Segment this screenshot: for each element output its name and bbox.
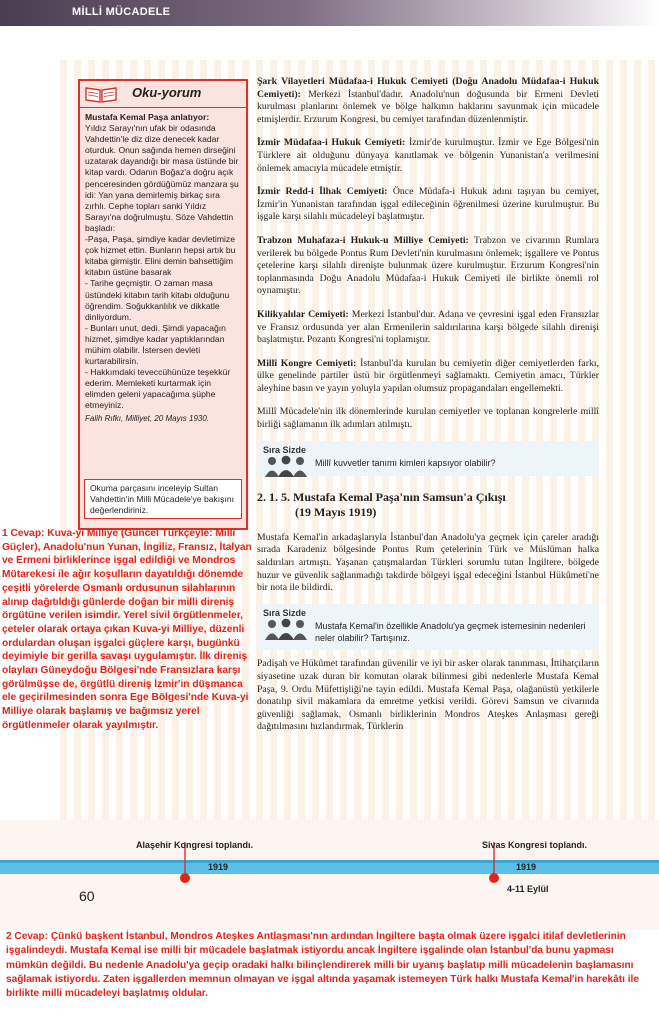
reading-box bbox=[78, 79, 248, 530]
reading-title: Oku-yorum bbox=[132, 85, 202, 100]
samsun-paragraph-1: Mustafa Kemal'in arkadaşlarıyla İstanbul'dan Anadolu'ya geçmek için çareler aradığı sırada Karadeniz bölgesinde Pontus Rum çetelerinin Türk ve Müslüman halka saldırıları artmıştı. Yaşanan çatışmalardan Türkleri sorumlu tutan İngiltere, bölgede huzur ve güvenlik sağlanmadığı takdirde bölgeyi işgal edeceğini İstanbul Hükûmeti'ne bir nota ile bildirdi. bbox=[257, 531, 599, 594]
society-entry bbox=[257, 137, 599, 175]
section-heading: 2. 1. 5. Mustafa Kemal Paşa'nın Samsun'a Çıkışı bbox=[257, 489, 506, 504]
society-name: İzmir Redd-i İlhak Cemiyeti: bbox=[257, 186, 388, 198]
reading-source: Falih Rıfkı, Milliyet, 20 Mayıs 1930. bbox=[85, 413, 210, 423]
society-entry bbox=[257, 309, 599, 347]
sira-sizde-question: Mustafa Kemal'in özellikle Anadolu'ya geçmek istemesinin nedenleri neler olabilir? Tartışınız. bbox=[315, 621, 586, 643]
sira-sizde-box-2 bbox=[257, 604, 599, 651]
timeline bbox=[0, 820, 659, 930]
society-entry bbox=[257, 358, 599, 396]
sira-sizde-label: Sıra Sizde bbox=[263, 444, 307, 455]
header-bar bbox=[0, 0, 659, 26]
timeline-graphic bbox=[0, 820, 659, 930]
summary-text: Millî Mücadele'nin ilk dönemlerinde kurulan cemiyetler ve toplanan kongrelerle millî birliği sağlamanın ilk adımları atılmıştı. bbox=[257, 406, 599, 431]
society-text: Merkezi İstanbul'dur. Adana ve çevresini işgal eden Fransızlar ve Fransız ordusunda yer alan Ermenilerin saldırılarına karşı bölgede silahlı direnişi başlatmıştır. Pozantı Kongresi'ni toplamıştır. bbox=[257, 308, 599, 346]
society-entry bbox=[257, 235, 599, 298]
timeline-year-right: 1919 bbox=[516, 862, 537, 872]
reading-paragraph: - Tarihe geçmiştir. O zaman masa üstündeki kitabın tarih kitabı olduğunu öğrendim. Soğukkanlılık ve dikkatle dinliyordum. bbox=[85, 278, 230, 322]
reading-paragraph: -Paşa, Paşa, şimdiye kadar devletimize çok hizmet ettin. Bunların hepsi artık bu kitaba girmiştir. Elini demin bahsettiğim kitabın üstüne basarak bbox=[85, 234, 236, 278]
timeline-event-left: Alaşehir Kongresi toplandı. bbox=[136, 840, 254, 850]
society-entry bbox=[257, 76, 599, 126]
answer-2: 2 Cevap: Çünkü başkent İstanbul, Mondros Ateşkes Antlaşması'nın ardından İngiltere başta olmak üzere işgalci itilaf devletlerinin işgalindeydi. Mustafa Kemal ise milli bir mücadele başlatmak istiyordu ancak İngiltere işgalinde olan İstanbul'da bunu yapması mümkün değildi. Bu nedenle Anadolu'ya geçip oradaki halkı bilinçlendirerek milli bir uyanış başlatıp milli mücadelenin başlamasını sağlamak istiyordu. Zaten işgallerden memnun olmayan ve işgal altında yaşamak istemeyen Türk halkı Mustafa Kemal'in harekâtı ile birlikte milli mücadeleyi başlatmış oldular. bbox=[6, 931, 639, 1000]
sira-sizde-question: Millî kuvvetler tanımı kimleri kapsıyor olabilir? bbox=[315, 458, 496, 469]
reading-paragraph: - Bunları unut, dedi. Şimdi yapacağın hizmet, şimdiye kadar yaptıklarından mühim olabilir. İstersen devleti kurtarabilirsin. bbox=[85, 322, 226, 367]
sira-sizde-label: Sıra Sizde bbox=[263, 607, 307, 618]
society-text: İstanbul'da kurulan bu cemiyetin diğer cemiyetlerden farkı, ülke genelinde partiler üstü bir örgütlenmeyi sağlamaktı. Cemiyetin amacı, Türkler aleyhine basın ve yayın yoluyla yapılan olumsuz propagandaları engellemekti. bbox=[257, 357, 599, 394]
reading-task: Okuma parçasını inceleyip Sultan Vahdettin'in Milli Mücadele'ye bakışını değerlendiriniz. bbox=[84, 479, 242, 519]
society-text: İzmir'de kurulmuştur. İzmir ve Ege Bölgesi'nin Türklere ait olduğunu dünyaya kanıtlamak ve bölgenin Yunanistan'a verilmesini önlemek amacıyla mücadele etmiştir. bbox=[257, 137, 600, 174]
timeline-dot-right bbox=[489, 873, 499, 883]
society-list bbox=[257, 76, 599, 395]
society-text: Önce Müdafa-i Hukuk adını taşıyan bu cemiyet, İzmir'in Yunanistan tarafından işgal edileceğinin öğrenilmesi üzerine kurulmuştur. Bu işgale karşı silahlı mücadeleyi başlatmıştır. bbox=[257, 186, 599, 223]
timeline-event-right: Sivas Kongresi toplandı. bbox=[482, 840, 588, 850]
reading-paragraph: - Hakkımdaki teveccühünüze teşekkür ederim. Memleketi kurtarmak için elimden geleni yapacağıma şüphe etmeyiniz. bbox=[85, 367, 231, 411]
reading-text bbox=[85, 123, 243, 411]
society-name: Kilikyalılar Cemiyeti: bbox=[257, 308, 349, 320]
reading-header bbox=[80, 81, 246, 108]
page-number: 60 bbox=[79, 888, 95, 904]
reading-intro: Mustafa Kemal Paşa anlatıyor: bbox=[85, 112, 210, 122]
society-name: Millî Kongre Cemiyeti: bbox=[257, 357, 357, 369]
timeline-date-right: 4-11 Eylül bbox=[507, 884, 549, 894]
society-name: Şark Vilayetleri Müdafaa-i Hukuk Cemiyeti (Doğu Anadolu Müdafaa-i Hukuk Cemiyeti): bbox=[257, 76, 599, 100]
samsun-paragraph-2: Padişah ve Hükûmet tarafından güvenilir ve iyi bir asker olarak tanınması, İttihatçıların siyasetine uzak duran bir komutan olarak bilinmesi gibi nedenlerle Mustafa Kemal Paşa, 9. Ordu Müfettişliği'ne tayin edildi. Mustafa Kemal Paşa, olağanüstü yetkilerle donatılıp sivil makamlara da emretme yetkisi verildi. Görevi Samsun ve civarında güvenliği sağlamak, Osmanlı birliklerinin Mondros Ateşkes Anlaşması gereği dağıtılmasını hızlandırmak, Türklerin bbox=[257, 658, 599, 733]
society-entry bbox=[257, 186, 599, 224]
people-icon bbox=[263, 455, 309, 477]
society-name: İzmir Müdafaa-i Hukuk Cemiyeti: bbox=[257, 137, 406, 149]
sira-sizde-box-1 bbox=[257, 441, 599, 476]
section-title bbox=[257, 490, 599, 520]
timeline-year-left: 1919 bbox=[208, 862, 229, 872]
society-name: Trabzon Muhafaza-i Hukuk-u Milliye Cemiyeti: bbox=[257, 234, 469, 246]
section-date: (19 Mayıs 1919) bbox=[295, 504, 377, 519]
society-text: Merkezi İstanbul'dadır. Anadolu'nun doğusunda bir Ermeni Devleti kurulması planlarını önlemek ve bölge halkının haklarını savunmak için mücadele etmişlerdir. Erzurum Kongresi, bu cemiyet tarafından düzenlenmiştir. bbox=[257, 88, 600, 125]
answer-1: 1 Cevap: Kuva-yi Milliye (Güncel Türkçeyle: Milli Güçler), Anadolu'nun Yunan, İngiliz, Fransız, İtalyan ve Ermeni birliklerince işgal edildiği ve Mondros Mütarekesi ile ağır koşulların dayatıldığı dönemde çeşitli yörelerde Osmanlı ordusunun silahlarının alınıp dağıtıldığı günlerde doğan bir milli direniş örgütüne verilen isimdir. Yerel sivil örgütlenmeler, çeteler olarak ortaya çıkan Kuva-yi Milliye, düzenli ordulardan oluşan işgalci güçlere karşı, bugünkü deyimiyle bir gerilla savaşı uygulamıştır. İlk direniş olayları Güneydoğu Bölgesi'nde Fransızlara karşı görülmüşse de, örgütlü direniş İzmir'in düşmanca ele geçirilmesinden sonra Ege Bölgesi'nde Kuva-yi Milliye olarak başlamış ve bağımsız yerel örgütlenmeler olarak yayılmıştır. bbox=[2, 528, 252, 731]
open-book-icon bbox=[84, 85, 118, 103]
society-text: Trabzon ve civarının Rumlara verilerek bu bölgede Pontus Rum Devleti'nin kurulmasını önlemek; işgallere ve Pontus çetelerine karşı silahlı direnişte bulunmak üzere kurulmuştur. Erzurum Kongresi'nin toplanmasında Doğu Anadolu Müdafaa-i Hukuk Cemiyeti ile birlikte önemli rol oynamıştır. bbox=[257, 234, 599, 297]
reading-body bbox=[85, 112, 243, 424]
header-title: MİLLİ MÜCADELE bbox=[72, 6, 171, 18]
timeline-dot-left bbox=[180, 873, 190, 883]
right-column bbox=[257, 76, 599, 743]
reading-paragraph: Yıldız Sarayı'nın ufak bir odasında Vahdettin'le diz dize denecek kadar oturduk. Onun sağında hemen dirseğini uzatarak dayandığı bir masa üstünde bir kitap vardı. Odanın Boğaz'a doğru açık penceresinden gördüğümüz manzara şu idi: Yan yana demirlemiş birkaç sıra zırhlı. Cephe topları sanki Yıldız Sarayı'na doğrulmuştu. Söze Vahdettin başladı: bbox=[85, 123, 239, 233]
people-icon bbox=[263, 618, 309, 640]
